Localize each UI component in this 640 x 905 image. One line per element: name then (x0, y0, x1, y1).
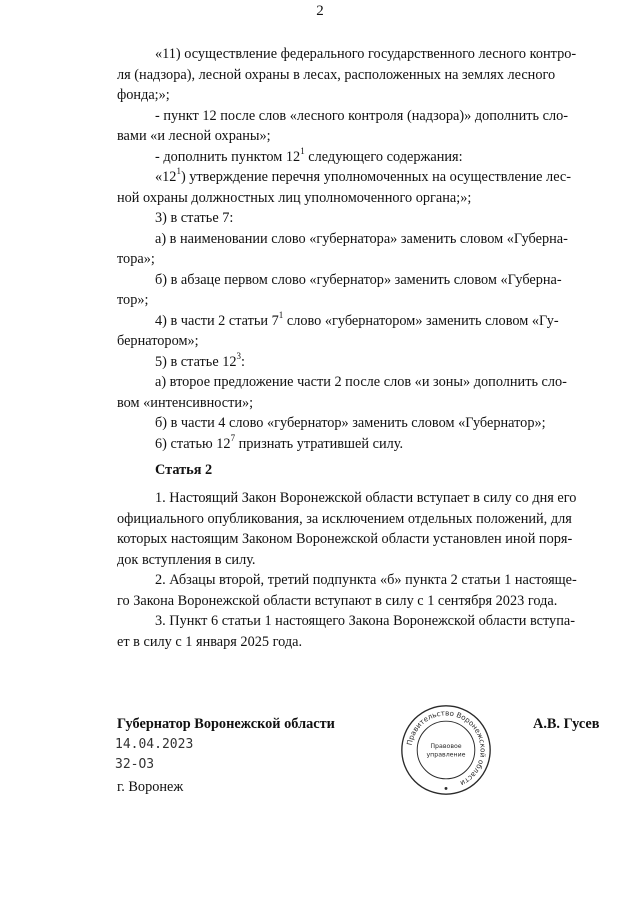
text-line: которых настоящим Законом Воронежской области установлен иной поря- (117, 531, 573, 547)
text-line: «11) осуществление федерального государственного лесного контро- (155, 46, 577, 62)
text-line: 2. Абзацы второй, третий подпункта «б» пункта 2 статьи 1 настояще- (155, 572, 577, 588)
article-heading: Статья 2 (155, 462, 213, 478)
law-number: 32-ОЗ (115, 757, 155, 772)
law-date: 14.04.2023 (115, 737, 194, 752)
text-line: а) второе предложение части 2 после слов «и зоны» дополнить сло- (155, 374, 567, 390)
signature-title: Губернатор Воронежской области (117, 716, 335, 732)
text-line: - пункт 12 после слов «лесного контроля (надзора)» дополнить сло- (155, 107, 569, 124)
text-line: 3) в статье 7: (155, 210, 234, 226)
text-line: док вступления в силу. (117, 551, 256, 568)
page-number: 2 (316, 3, 324, 19)
text-line: 4) в части 2 статьи $7^1$ слово «губернатором» заменить словом «Гу- (155, 309, 559, 329)
text-line: бернатором»; (117, 333, 199, 349)
text-line: б) в абзаце первом слово «губернатор» заменить словом «Губерна- (155, 271, 562, 288)
city-name: г. Воронеж (117, 779, 184, 795)
text-line: ет в силу с 1 января 2025 года. (117, 633, 303, 650)
text-line: го Закона Воронежской области вступают в силу с 1 сентября 2023 года. (117, 592, 558, 609)
text-line: 3. Пункт 6 статьи 1 настоящего Закона Воронежской области вступа- (155, 613, 575, 629)
text-line: ля (надзора), лесной охраны в лесах, расположенных на землях лесного (117, 66, 556, 83)
text-line: вами «и лесной охраны»; (117, 128, 271, 144)
text-line: б) в части 4 слово «губернатор» заменить словом «Губернатор»; (155, 415, 546, 431)
text-line: 6) статью $12^7$ признать утратившей силу. (155, 432, 404, 452)
stamp-dot (445, 787, 448, 790)
text-line: а) в наименовании слово «губернатора» заменить словом «Губерна- (155, 230, 568, 247)
stamp-center-line2: управление (426, 751, 466, 759)
official-stamp (398, 702, 494, 798)
text-line: «$12^1$) утверждение перечня уполномоченных на осуществление лес- (155, 166, 571, 185)
text-line: вом «интенсивности»; (117, 394, 254, 411)
text-line: фонда;»; (117, 87, 170, 103)
signatory-name: А.В. Гусев (533, 716, 600, 732)
text-line: - дополнить пунктом $12^1$ следующего содержания: (155, 145, 463, 165)
stamp-center-line1: Правовое (430, 743, 462, 751)
text-line: ной охраны должностных лиц уполномоченного органа;»; (117, 189, 472, 206)
text-line: официального опубликования, за исключением отдельных положений, для (117, 510, 572, 527)
text-line: тор»; (117, 292, 149, 308)
stamp-ring-text: Правительство Воронежской области (404, 708, 488, 789)
text-line: тора»; (117, 251, 155, 267)
text-line: 5) в статье $12^3$: (155, 350, 246, 370)
text-line: 1. Настоящий Закон Воронежской области вступает в силу со дня его (155, 490, 577, 506)
